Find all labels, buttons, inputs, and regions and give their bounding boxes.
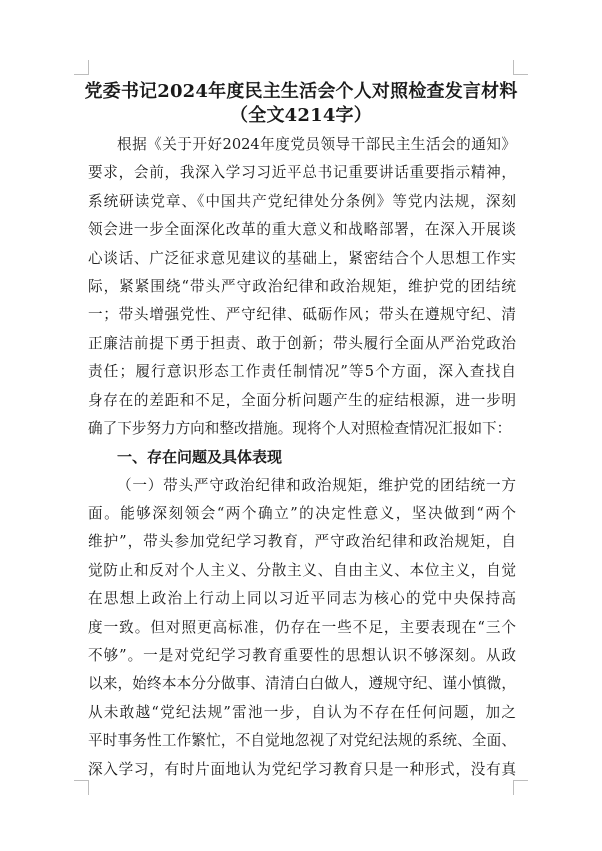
text-line: 际，紧紧围绕“带头严守政治纪律和政治规矩，维护党的团结统	[88, 277, 516, 295]
text-line: 领会进一步全面深化改革的重大意义和战略部署，在深入开展谈	[88, 221, 516, 239]
crop-mark-bottom-left	[74, 780, 89, 795]
text-line: 责任；履行意识形态工作责任制情况”等5个方面，深入查找自	[88, 363, 516, 381]
crop-mark-top-right	[513, 60, 528, 75]
text-line: 从未敢越“党纪法规”雷池一步，自认为不存在任何问题，加之	[88, 703, 516, 721]
section-heading: 一、存在问题及具体表现	[117, 448, 283, 467]
text-line: 正廉洁前提下勇于担责、敢于创新；带头履行全面从严治党政治	[88, 334, 516, 352]
text-line: 系统研读党章、《中国共产党纪律处分条例》等党内法规，深刻	[88, 192, 516, 210]
text-line: 觉防止和反对个人主义、分散主义、自由主义、本位主义，自觉	[88, 561, 516, 579]
text-line: 深入学习，有时片面地认为党纪学习教育只是一种形式，没有真	[88, 760, 516, 778]
text-line: 以来，始终本本分分做事、清清白白做人，遵规守纪、谨小慎微，	[88, 675, 516, 693]
text-line: 面。能够深刻领会“两个确立”的决定性意义，坚决做到“两个	[88, 505, 516, 523]
text-line: 平时事务性工作繁忙，不自觉地忽视了对党纪法规的系统、全面、	[88, 732, 516, 750]
text-line: 度一致。但对照更高标准，仍存在一些不足，主要表现在“三个	[88, 618, 516, 636]
text-line: 不够”。一是对党纪学习教育重要性的思想认识不够深刻。从政	[88, 647, 516, 665]
document-subtitle-wordcount: （全文4214字）	[230, 105, 372, 126]
document-body	[88, 131, 516, 784]
text-line: 心谈话、广泛征求意见建议的基础上，紧密结合个人思想工作实	[88, 249, 516, 267]
text-line: （一）带头严守政治纪律和政治规矩，维护党的团结统一方	[117, 476, 516, 494]
text-line: 身存在的差距和不足，全面分析问题产生的症结根源，进一步明	[88, 391, 516, 409]
text-line: 一；带头增强党性、严守纪律、砥砺作风；带头在遵规守纪、清	[88, 306, 516, 324]
crop-mark-top-left	[74, 60, 89, 75]
text-line: 确了下步努力方向和整改措施。现将个人对照检查情况汇报如下：	[88, 419, 512, 437]
text-line: 在思想上政治上行动上同以习近平同志为核心的党中央保持高	[88, 590, 516, 608]
text-line: 维护”，带头参加党纪学习教育，严守政治纪律和政治规矩，自	[88, 533, 516, 551]
document-title: 党委书记2024年度民主生活会个人对照检查发言材料	[84, 81, 518, 102]
text-line: 根据《关于开好2024年度党员领导干部民主生活会的通知》	[117, 136, 516, 153]
text-line: 要求，会前，我深入学习习近平总书记重要讲话重要指示精神，	[88, 164, 516, 182]
